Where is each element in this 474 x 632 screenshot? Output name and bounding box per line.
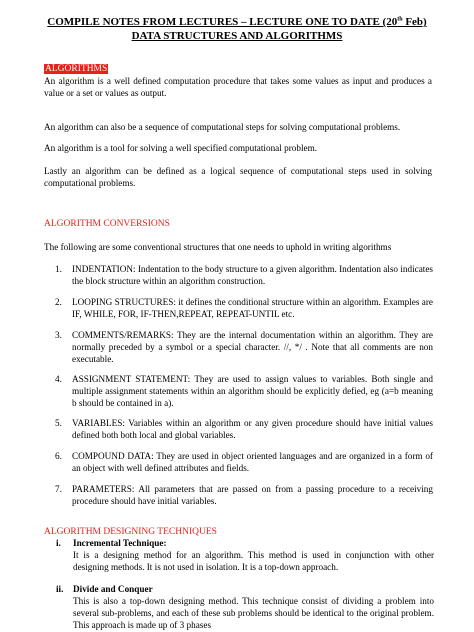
technique-title: Incremental Technique: — [73, 538, 167, 548]
list-item — [55, 296, 433, 320]
section-heading-algorithms: ALGORITHMS — [45, 64, 108, 74]
list-item-text: LOOPING STRUCTURES: it defines the conditional structure within an algorithm. Examples are IF, WHILE, FOR, IF-THEN,REPEAT, REPEAT-UNTIL etc. — [72, 297, 433, 319]
conversions-intro: The following are some conventional structures that one needs to uphold in writing algorithms — [44, 242, 392, 252]
technique-heading — [56, 537, 436, 549]
list-item-number: 7. — [55, 484, 62, 494]
list-item — [55, 450, 433, 474]
list-item-number: 6. — [55, 451, 62, 461]
paragraph-definition-4: Lastly an algorithm can be defined as a logical sequence of computational steps used in solving computational problems. — [44, 166, 432, 188]
technique-number: i. — [56, 538, 61, 548]
technique-body: It is a designing method for an algorithm. This method is used in conjunction with other designing methods. It is not used in isolation. It is a top-down approach. — [73, 550, 434, 572]
list-item — [55, 263, 433, 287]
list-item-number: 3. — [55, 330, 62, 340]
list-item-text: INDENTATION: Indentation to the body structure to a given algorithm. Indentation also indicates the block structure within an algorithm construction. — [72, 264, 433, 286]
document-title-line1: COMPILE NOTES FROM LECTURES – LECTURE ONE TO DATE (20th Feb) — [47, 16, 427, 28]
list-item-number: 1. — [55, 264, 62, 274]
list-item — [55, 373, 433, 409]
list-item-text: PARAMETERS: All parameters that are passed on from a passing procedure to a receiving procedure should have initial variables. — [72, 484, 433, 506]
technique-body: This is also a top-down designing method. This technique consist of dividing a problem into several sub-problems, and each of these sub problems should be identical to the original problem. This approach is made up of 3 phases — [73, 596, 434, 630]
list-item — [55, 483, 433, 507]
list-item-number: 4. — [55, 374, 62, 384]
list-item-text: COMPOUND DATA: They are used in object oriented languages and are organized in a form of an object with well defined attributes and fields. — [72, 451, 433, 473]
list-item-text: ASSIGNMENT STATEMENT: They are used to assign values to variables. Both single and multiple assignment statements within an algorithm should be explicitly defied, eg (a=b meaning b should be contained in a). — [72, 374, 433, 408]
list-item — [55, 417, 433, 441]
technique-heading — [56, 583, 436, 595]
list-item-number: 5. — [55, 418, 62, 428]
paragraph-definition-2: An algorithm can also be a sequence of computational steps for solving computational problems. — [44, 122, 401, 132]
paragraph-definition-1: An algorithm is a well defined computation procedure that takes some values as input and produces a value or a set or values as output. — [44, 76, 432, 98]
technique-number: ii. — [56, 584, 64, 594]
section-heading-techniques: ALGORITHM DESIGNING TECHNIQUES — [44, 527, 217, 537]
technique-title: Divide and Conquer — [73, 584, 153, 594]
list-item-text: VARIABLES: Variables within an algorithm or any given procedure should have initial values defined both both local and global variables. — [72, 418, 433, 440]
section-heading-conversions: ALGORITHM CONVERSIONS — [44, 219, 170, 229]
list-item-text: COMMENTS/REMARKS: They are the internal documentation within an algorithm. They are normally preceded by a symbol or a special character. //, */ . Note that all comments are non executable. — [72, 330, 433, 364]
list-item — [55, 329, 433, 365]
document-title-line2: DATA STRUCTURES AND ALGORITHMS — [131, 30, 343, 42]
paragraph-definition-3: An algorithm is a tool for solving a well specified computational problem. — [44, 143, 318, 153]
list-item-number: 2. — [55, 297, 62, 307]
